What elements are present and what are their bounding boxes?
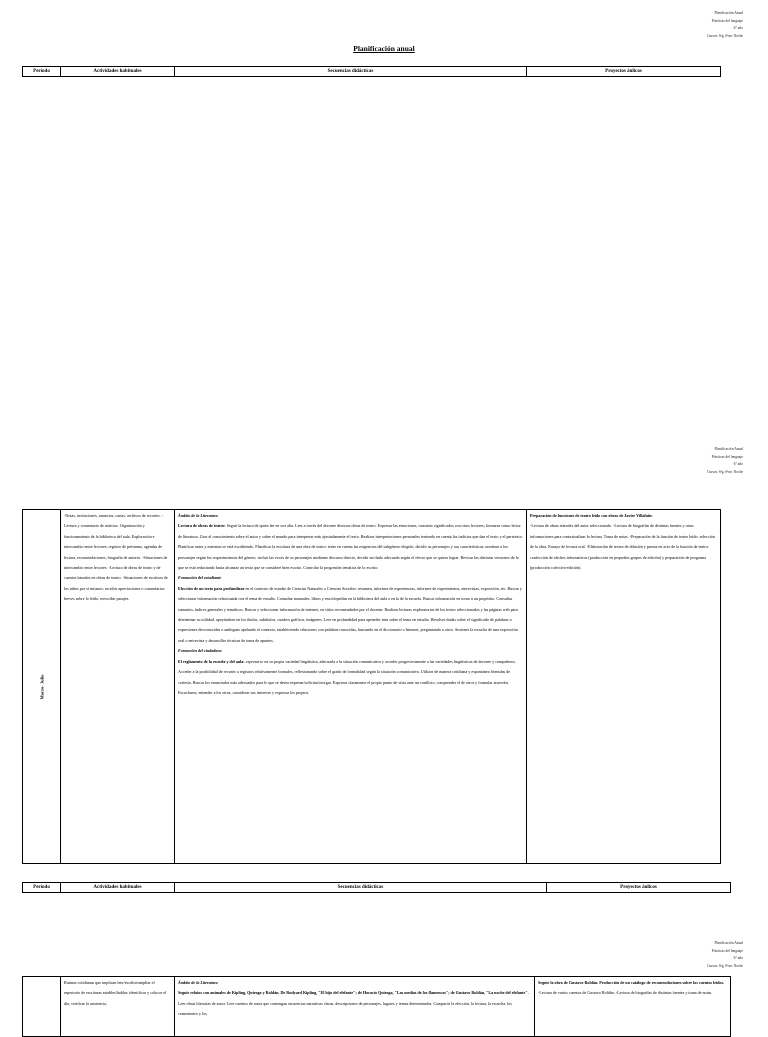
header-line: 6° año xyxy=(733,956,743,961)
page-header-3 xyxy=(707,940,743,970)
proyectos-cell xyxy=(527,510,721,864)
header-line: 6° año xyxy=(733,26,743,31)
header-line: Planificación Anual xyxy=(714,447,743,451)
proyectos-cell xyxy=(535,977,731,1037)
subsection-title: Seguir relatos con animales de Kipling, Quiroga y Roldán. De Rudyard Kipling, "El hijo del elefante"; de Horacio Quiroga, "Las medias de los flamencos"; de Gustavo Roldán, "La noche del elefante". xyxy=(178,990,529,996)
section-italic: expresarse xyxy=(244,658,264,664)
table-row xyxy=(23,977,731,1037)
table-row xyxy=(23,510,721,864)
secuencias-cell xyxy=(175,977,535,1037)
secuencias-cell xyxy=(175,510,527,864)
period-cell xyxy=(23,977,61,1037)
page-title: Planificación anual xyxy=(353,44,415,53)
plan-table-1 xyxy=(22,66,721,77)
subsection-title: Lectura de obras de teatro: xyxy=(178,523,226,529)
page-header-1 xyxy=(707,10,743,40)
project-title: Preparación de funciones de teatro leído con obras de Javier Villafañe. xyxy=(530,513,653,518)
period-cell xyxy=(23,510,61,864)
header-line: Prácticas del lenguaje xyxy=(711,948,743,953)
col-header-period: Período xyxy=(23,67,61,77)
col-header-period: Período xyxy=(23,883,61,893)
col-header-secuencias: Secuencias didácticas xyxy=(175,883,547,893)
subsection-title: Elección de un texto para profundizar xyxy=(178,585,245,591)
plan-table-2 xyxy=(22,509,721,864)
col-header-proyectos: Proyectos áulicos xyxy=(547,883,731,893)
col-header-habituales: Actividades habituales xyxy=(61,67,175,77)
section-heading: Formación del estudiante xyxy=(178,575,222,581)
header-line: Prácticas del lenguaje xyxy=(711,18,743,23)
project-text: -Lectura de obras teatrales del autor seleccionado. -Lectura de biografías de distintas fuentes y otras informaciones para contextualizar la lectura. Toma de notas. -Preparación de la función de teatro leído: selección de la obra. Ensayo de lectura oral. -Elaboración de textos de difusión y puesta en acto de la función de teatro: confección de afiches informativos (producción en pequeños grupos de edición) y preparación de programa (producción colectiva-edición). xyxy=(530,523,715,571)
section-heading: Ámbito de la Literatura xyxy=(178,980,218,985)
project-title: Seguir la obra de Gustavo Roldán. Producción de un catálogo de recomendaciones sobre los cuentos leídos. xyxy=(538,980,725,985)
plan-table-3 xyxy=(22,976,731,1037)
header-line: Prácticas del lenguaje xyxy=(711,454,743,459)
col-header-secuencias: Secuencias didácticas xyxy=(175,67,527,77)
section-text: en su propia variedad lingüística, adecuarla a la situación comunicativa y acceder progresivamente a las variedades lingüísticas de docente y compañeros. Acceder a la posibilidad de recurrir a registros relativamente formales, reflexionando sobre el grado de formalidad según la situación comunicativa. Utilizar de manera cotidiana y espontánea fórmulas de cortesía. Buscar los enunciados más adecuados para lo que se desea expresar/solicitar/otorgar. Expresar claramente el propio punto de vista ante un conflicto, comprender el de otros y formular acuerdos. Escucharse, entender a los otros, considerar sus intereses y expresar los propios. xyxy=(178,658,516,695)
header-line: Cursos: 6ªg, 6ªsec Noche xyxy=(707,963,743,968)
period-label: Marzo- Julio xyxy=(39,674,44,699)
habituales-text: Rutinas cotidianas que implican leer/escribir/ampliar el repertorio de escrituras estables/hablar: identificar y colocar el día, verificar la asistencia, xyxy=(64,980,167,1006)
section-text: Seguir la lectura de quien lee en voz alta. Leer a través del docente diversas obras de teatro. Expresar las emociones, construir significados con otros lectores; formarse como lector de literatura. Usar el conocimiento sobre el autor y sobre el mundo para interpretar más ajustadamente el texto. Realizar interpretaciones personales teniendo en cuenta los indicios que dan el texto y el paratexto. Planificar antes y mientras se está escribiendo. Planificar la escritura de una obra de teatro: tener en cuenta las exigencias del subgénero elegido, decidir su personajes y sus características, nombrar a los personajes según los requerimientos del género, incluir las voces de os personajes mediante discurso directo, decidir un título adecuado según el efecto que se quiera lograr. Revisar las distintas versiones de lo que se está redactando hasta alcanzar un texto que se considere bien escrito. Controlar la progresión temática de lo escrito. xyxy=(178,523,523,571)
habituales-cell xyxy=(61,977,175,1037)
habituales-text: -Notas, invitaciones, anuncios, cartas, archivos de recortes. -Lectura y comentario de noticias. Organización y funcionamiento de la biblioteca del aula. Exploración e intercambio entre lectores, registro de préstamo, agendas de lectura, recomendaciones, biografía de autores. -Situaciones de intercambio entre lectores. -Lectura de obras de teatro y de cuentos basados en obras de teatro. -Situaciones de escritura de los niños por sí mismos: escribir apreciaciones o comentarios breves sobre lo leído, reescribir pasajes. xyxy=(64,513,168,602)
subsection-title: El reglamento de la escuela y del aula: xyxy=(178,658,245,664)
habituales-cell xyxy=(61,510,175,864)
header-line: Planificación Anual xyxy=(714,941,743,945)
section-heading: Formación del ciudadano xyxy=(178,648,222,654)
page-header-2 xyxy=(707,446,743,476)
col-header-proyectos: Proyectos áulicos xyxy=(527,67,721,77)
header-line: 6° año xyxy=(733,462,743,467)
section-heading: Ámbito de la Literatura xyxy=(178,513,218,518)
header-line: Cursos: 6ªg, 6ªsec Noche xyxy=(707,33,743,38)
header-line: Planificación Anual xyxy=(714,11,743,15)
col-header-habituales: Actividades habituales xyxy=(61,883,175,893)
section-text: Leer obras literarias de autor. Leer cuentos de autor que contengan secuencias narrativas claras, descripciones de personajes, lugares y temas determinados. Compartir la elección, la lectura, la escucha, los comentarios y los xyxy=(178,1000,512,1017)
section-text: en el contexto de estudio de Ciencias Naturales o Ciencias Sociales: resumen, informes de experiencias, informes de experimentos, entrevistas, exposición, etc. Buscar y seleccionar información relacionada con el tema de estudio. Consultar manuales, libros y enciclopedias en la biblioteca del aula o en la de la escuela. Buscar información en torno a un propósito. Consultar sumarios, índices generales y temáticos. Buscar y seleccionar información de internet, en sitios recomendados por el docente. Realizar lecturas exploratorias de los textos seleccionados y las páginas web para determinar su utilidad, apoyándose en los títulos, subtítulos, cuadros gráficos, imágenes. Leer en profundidad para aprender más sobre el tema en estudio. Resolver dudas sobre el significado de palabras o expresiones desconocidas o ambiguas apelando al contexto, estableciendo relaciones con palabras conocidas, buscando en el diccionario o Internet, preguntando a otros. Sostener la escucha de una exposición oral o entrevista y desarrollar técnicas de toma de apuntes. xyxy=(178,585,522,643)
project-text: -Lectura de varios cuentos de Gustavo Roldán. -Lectura de biografías de distintas fuentes y toma de notas. xyxy=(538,990,713,996)
plan-table-2-header xyxy=(22,882,731,893)
header-line: Cursos: 6ªg, 6ªsec Noche xyxy=(707,469,743,474)
